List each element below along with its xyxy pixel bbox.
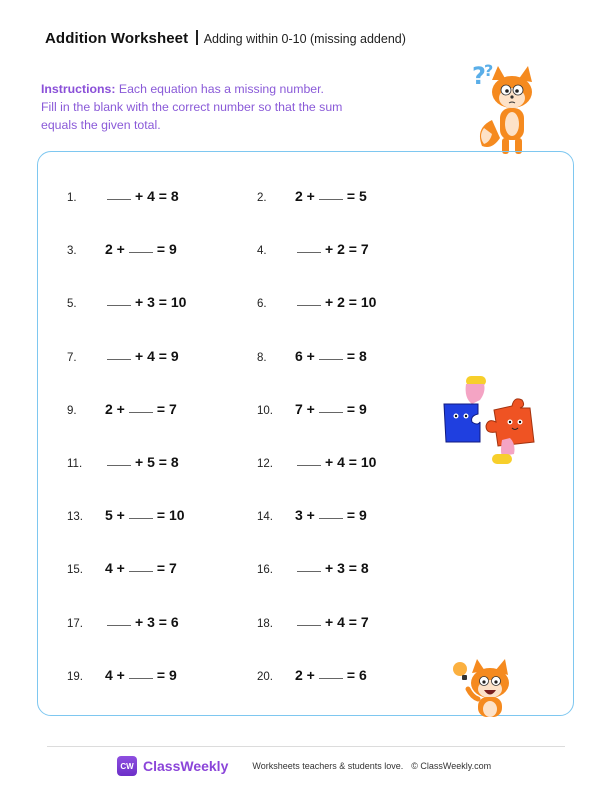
plus-sign: + bbox=[302, 347, 315, 364]
problem-number: 1. bbox=[67, 192, 77, 204]
worksheet-subtitle: Adding within 0-10 (missing addend) bbox=[203, 32, 406, 46]
problem-item bbox=[67, 294, 186, 314]
problem-number: 19. bbox=[67, 670, 83, 683]
answer-blank[interactable] bbox=[319, 411, 343, 413]
answer-blank[interactable] bbox=[129, 570, 153, 572]
fox-confused-question-icon bbox=[470, 58, 550, 158]
plus-sign: + bbox=[302, 666, 315, 683]
sum: 9 bbox=[170, 347, 179, 364]
addend: 3 bbox=[147, 613, 155, 630]
equation bbox=[295, 348, 367, 364]
problem-number: 11. bbox=[67, 458, 83, 470]
plus-sign: + bbox=[135, 188, 148, 204]
problem-item bbox=[257, 507, 367, 527]
plus-sign: + bbox=[112, 560, 125, 577]
problem-item bbox=[257, 348, 367, 368]
plus-sign: + bbox=[302, 400, 315, 417]
sum: 8 bbox=[170, 188, 179, 204]
equals-sign: = bbox=[154, 294, 171, 311]
sum: 8 bbox=[170, 454, 179, 470]
equals-sign: = bbox=[346, 666, 359, 683]
equals-sign: = bbox=[346, 347, 359, 364]
equation bbox=[105, 348, 179, 364]
equals-sign: = bbox=[156, 560, 169, 577]
problem-number: 9. bbox=[67, 404, 77, 417]
addend: 2 bbox=[105, 241, 113, 258]
answer-blank[interactable] bbox=[319, 517, 343, 519]
sum: 8 bbox=[358, 347, 367, 364]
problem-number: 14. bbox=[257, 511, 273, 524]
problem-item bbox=[67, 348, 179, 368]
addend: 3 bbox=[295, 507, 303, 524]
problem-item bbox=[67, 507, 185, 527]
problem-number: 12. bbox=[257, 458, 273, 470]
sum: 6 bbox=[170, 613, 179, 630]
equals-sign: = bbox=[346, 507, 359, 524]
equation bbox=[105, 560, 177, 576]
equation bbox=[105, 614, 179, 630]
problem-item bbox=[67, 241, 177, 261]
equation bbox=[295, 507, 367, 523]
plus-sign: + bbox=[302, 507, 315, 524]
sum: 8 bbox=[360, 560, 369, 577]
answer-blank[interactable] bbox=[107, 304, 131, 306]
equation bbox=[295, 667, 367, 683]
sum: 9 bbox=[168, 241, 177, 258]
footer bbox=[117, 756, 491, 776]
instructions bbox=[41, 80, 421, 134]
plus-sign: + bbox=[135, 454, 148, 470]
instructions-line-1: Each equation has a missing number. bbox=[115, 82, 324, 96]
problem-item bbox=[257, 188, 367, 208]
equation bbox=[295, 188, 367, 204]
problem-item bbox=[67, 560, 177, 580]
equals-sign: = bbox=[344, 454, 361, 470]
svg-text:?: ? bbox=[484, 61, 494, 80]
problem-number: 15. bbox=[67, 564, 83, 577]
sum: 7 bbox=[360, 613, 369, 630]
problem-item bbox=[257, 560, 369, 580]
equation bbox=[295, 401, 367, 417]
problem-number: 4. bbox=[257, 245, 267, 258]
equation bbox=[295, 241, 369, 257]
problem-number: 8. bbox=[257, 351, 267, 364]
svg-text:?: ? bbox=[472, 62, 486, 90]
problem-item bbox=[67, 667, 177, 687]
plus-sign: + bbox=[112, 507, 125, 524]
equals-sign: = bbox=[344, 241, 361, 258]
answer-blank[interactable] bbox=[107, 624, 131, 626]
addend: 4 bbox=[105, 560, 113, 577]
plus-sign: + bbox=[135, 613, 148, 630]
footer-divider bbox=[47, 746, 565, 747]
puzzle-pieces-icon bbox=[440, 374, 550, 466]
equation bbox=[295, 560, 369, 576]
equals-sign: = bbox=[156, 241, 169, 258]
problem-item bbox=[257, 294, 376, 314]
plus-sign: + bbox=[325, 241, 338, 258]
equation bbox=[295, 614, 369, 630]
addend: 7 bbox=[295, 400, 303, 417]
equals-sign: = bbox=[344, 613, 361, 630]
addend: 2 bbox=[337, 241, 345, 258]
equals-sign: = bbox=[156, 507, 169, 524]
sum: 7 bbox=[168, 400, 177, 417]
problem-item bbox=[257, 614, 369, 634]
sum: 9 bbox=[358, 400, 367, 417]
equals-sign: = bbox=[156, 666, 169, 683]
problem-item bbox=[67, 454, 179, 474]
problem-number: 10. bbox=[257, 404, 273, 417]
equals-sign: = bbox=[346, 188, 359, 204]
answer-blank[interactable] bbox=[319, 677, 343, 679]
plus-sign: + bbox=[135, 347, 148, 364]
answer-blank[interactable] bbox=[129, 677, 153, 679]
problem-number: 5. bbox=[67, 298, 77, 311]
addend: 4 bbox=[147, 347, 155, 364]
equals-sign: = bbox=[344, 294, 361, 311]
equals-sign: = bbox=[346, 400, 359, 417]
plus-sign: + bbox=[325, 294, 338, 311]
equation bbox=[105, 241, 177, 257]
addend: 4 bbox=[105, 666, 113, 683]
answer-blank[interactable] bbox=[107, 358, 131, 360]
answer-blank[interactable] bbox=[319, 198, 343, 200]
worksheet-title: Addition Worksheet bbox=[45, 30, 189, 47]
plus-sign: + bbox=[112, 400, 125, 417]
addend: 2 bbox=[105, 400, 113, 417]
instructions-label: Instructions: bbox=[41, 82, 116, 96]
sum: 9 bbox=[168, 666, 177, 683]
equals-sign: = bbox=[154, 188, 171, 204]
addend: 2 bbox=[295, 188, 303, 204]
sum: 7 bbox=[360, 241, 369, 258]
footer-tagline: Worksheets teachers & students love. bbox=[252, 761, 404, 771]
addend: 4 bbox=[337, 454, 345, 470]
plus-sign: + bbox=[325, 454, 338, 470]
answer-blank[interactable] bbox=[297, 251, 321, 253]
answer-blank[interactable] bbox=[107, 198, 131, 200]
equation bbox=[105, 401, 177, 417]
answer-blank[interactable] bbox=[129, 251, 153, 253]
problem-number: 16. bbox=[257, 564, 273, 577]
problem-item bbox=[67, 188, 179, 208]
addend: 5 bbox=[105, 507, 113, 524]
sum: 6 bbox=[358, 666, 367, 683]
problem-item bbox=[257, 454, 376, 474]
problem-item bbox=[257, 401, 367, 421]
plus-sign: + bbox=[135, 294, 148, 311]
answer-blank[interactable] bbox=[107, 464, 131, 466]
sum: 9 bbox=[358, 507, 367, 524]
fox-lightbulb-icon bbox=[450, 655, 520, 717]
answer-blank[interactable] bbox=[129, 411, 153, 413]
problem-number: 17. bbox=[67, 617, 83, 630]
addend: 5 bbox=[147, 454, 155, 470]
equation bbox=[295, 454, 376, 470]
answer-blank[interactable] bbox=[297, 624, 321, 626]
instructions-line-3: equals the given total. bbox=[41, 118, 161, 132]
problem-number: 2. bbox=[257, 192, 267, 204]
problem-item bbox=[257, 667, 367, 687]
equals-sign: = bbox=[154, 454, 171, 470]
answer-blank[interactable] bbox=[297, 304, 321, 306]
problem-item bbox=[67, 401, 177, 421]
classweekly-logo-icon: CW bbox=[117, 756, 137, 776]
equation bbox=[105, 454, 179, 470]
addend: 3 bbox=[337, 560, 345, 577]
answer-blank[interactable] bbox=[297, 464, 321, 466]
equation bbox=[105, 507, 185, 523]
addend: 2 bbox=[337, 294, 345, 311]
equation bbox=[295, 294, 376, 310]
addend: 4 bbox=[337, 613, 345, 630]
sum: 10 bbox=[360, 454, 377, 470]
equation bbox=[105, 188, 179, 204]
equation bbox=[105, 294, 186, 310]
addend: 3 bbox=[147, 294, 155, 311]
problem-number: 3. bbox=[67, 245, 77, 258]
equals-sign: = bbox=[344, 560, 361, 577]
problem-number: 6. bbox=[257, 298, 267, 311]
answer-blank[interactable] bbox=[297, 570, 321, 572]
sum: 7 bbox=[168, 560, 177, 577]
problem-item bbox=[257, 241, 369, 261]
problem-number: 13. bbox=[67, 511, 83, 524]
brand-name: ClassWeekly bbox=[143, 758, 229, 774]
worksheet-header bbox=[45, 28, 406, 47]
sum: 10 bbox=[170, 294, 187, 311]
plus-sign: + bbox=[112, 241, 125, 258]
sum: 5 bbox=[358, 188, 367, 204]
plus-sign: + bbox=[302, 188, 315, 204]
answer-blank[interactable] bbox=[129, 517, 153, 519]
equals-sign: = bbox=[154, 347, 171, 364]
problem-item bbox=[67, 614, 179, 634]
equation bbox=[105, 667, 177, 683]
footer-copyright: © ClassWeekly.com bbox=[411, 761, 492, 771]
title-divider bbox=[196, 30, 198, 45]
sum: 10 bbox=[360, 294, 377, 311]
problem-number: 20. bbox=[257, 670, 273, 683]
equals-sign: = bbox=[156, 400, 169, 417]
equals-sign: = bbox=[154, 613, 171, 630]
addend: 2 bbox=[295, 666, 303, 683]
answer-blank[interactable] bbox=[319, 358, 343, 360]
sum: 10 bbox=[168, 507, 185, 524]
instructions-line-2: Fill in the blank with the correct number so that the sum bbox=[41, 100, 343, 114]
addend: 4 bbox=[147, 188, 155, 204]
plus-sign: + bbox=[325, 613, 338, 630]
plus-sign: + bbox=[325, 560, 338, 577]
plus-sign: + bbox=[112, 666, 125, 683]
problem-number: 7. bbox=[67, 351, 77, 364]
addend: 6 bbox=[295, 347, 303, 364]
problem-number: 18. bbox=[257, 617, 273, 630]
